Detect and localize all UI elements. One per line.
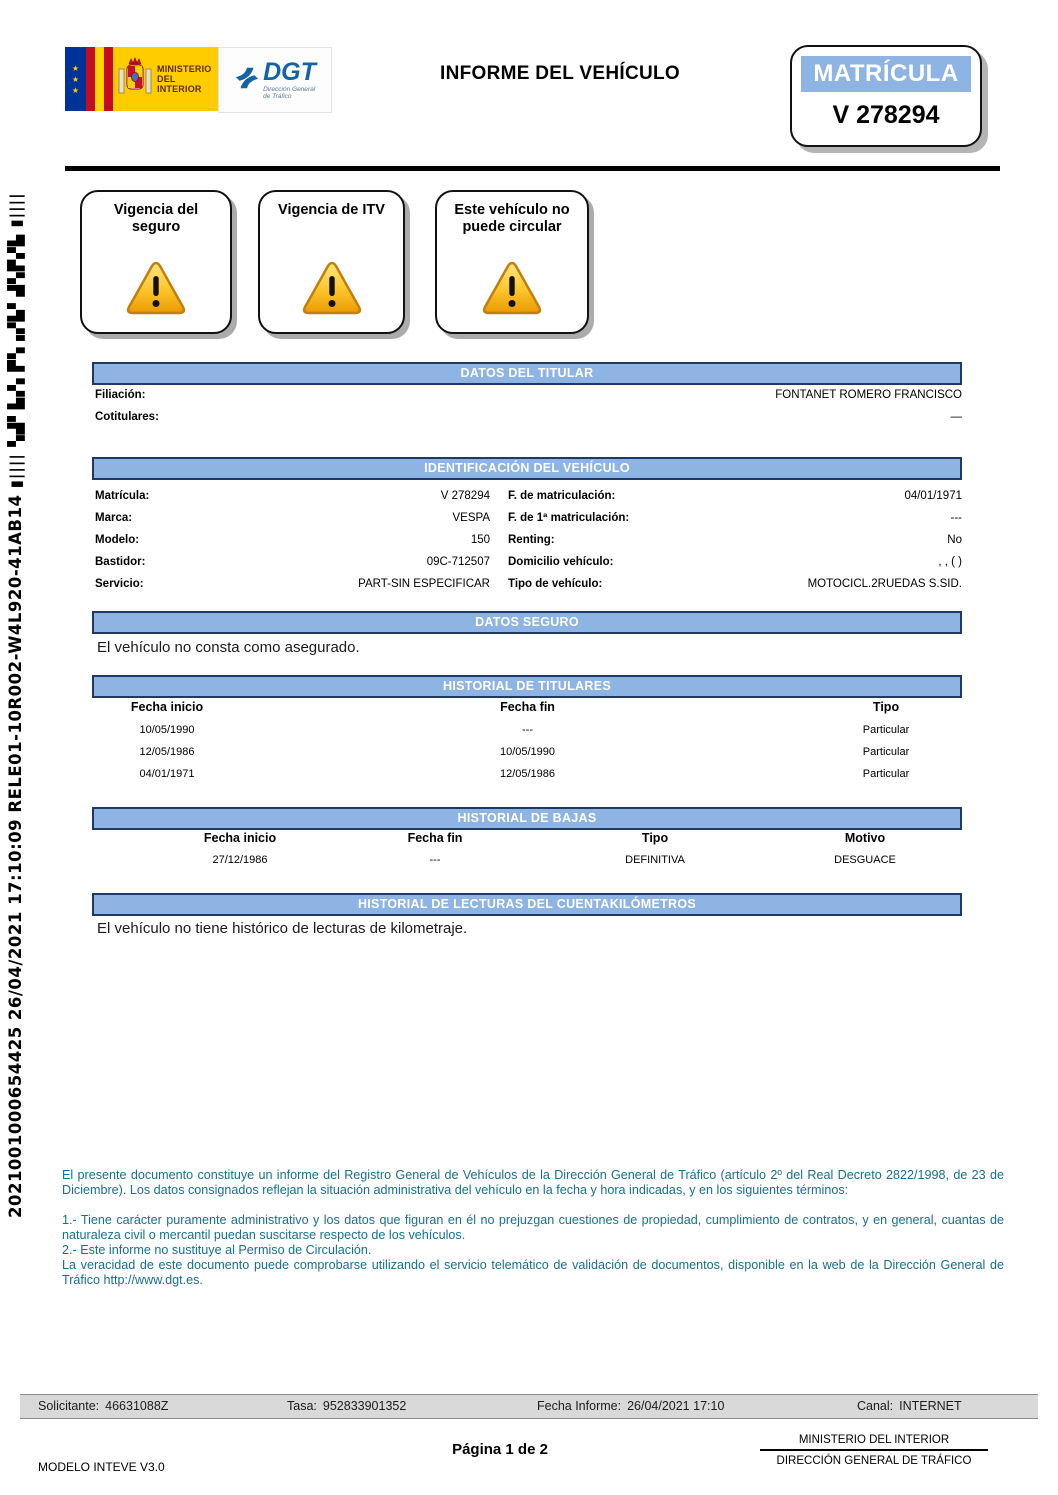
warning-title: Vigencia del seguro	[113, 202, 199, 235]
seguro-message: El vehículo no consta como asegurado.	[97, 639, 360, 656]
barcode-strip: ▮|||| ▚▟▘▙▞▖▛▚▗▞▙▘▟▚▛▞▙ ▮||||	[7, 192, 25, 495]
table-cell: 12/05/1986	[139, 746, 195, 758]
table-cell: Particular	[862, 724, 910, 736]
table-cell: DEFINITIVA	[625, 854, 685, 866]
col-header: Tipo	[872, 700, 900, 714]
meta-solicitante: Solicitante: 46631088Z	[38, 1399, 169, 1413]
header-divider	[65, 166, 1000, 171]
col-header: Fecha inicio	[203, 831, 277, 845]
warning-triangle-icon	[481, 261, 543, 322]
warning-card-no-circular	[435, 190, 589, 334]
eu-flag-band: ★ ★ ★	[65, 47, 86, 111]
field-domicilio: Domicilio vehículo: , , ( )	[508, 556, 962, 568]
footer-org-bottom: DIRECCIÓN GENERAL DE TRÁFICO	[776, 1455, 972, 1467]
footer-org-top: MINISTERIO DEL INTERIOR	[760, 1434, 988, 1451]
model-version: MODELO INTEVE V3.0	[38, 1460, 165, 1474]
field-cotitulares: Cotitulares: —	[95, 411, 962, 423]
section-header-lecturas: HISTORIAL DE LECTURAS DEL CUENTAKILÓMETROS	[92, 893, 962, 916]
section-header-titular: DATOS DEL TITULAR	[92, 362, 962, 385]
section-header-identificacion: IDENTIFICACIÓN DEL VEHÍCULO	[92, 457, 962, 480]
field-modelo: Modelo: 150	[95, 534, 490, 546]
meta-tasa: Tasa: 952833901352	[287, 1399, 407, 1413]
table-cell: 27/12/1986	[212, 854, 268, 866]
page-title: INFORME DEL VEHÍCULO	[440, 63, 680, 84]
table-cell: DESGUACE	[834, 854, 896, 866]
spain-crest-icon	[118, 55, 152, 104]
legal-paragraph-4: La veracidad de este documento puede comprobarse utilizando el servicio telemático de validación de documentos, disponible en la web de la Dirección General de Tráfico http://www.dgt.es.	[62, 1258, 1004, 1287]
field-tipo-vehiculo: Tipo de vehículo: MOTOCICL.2RUEDAS S.SID.	[508, 578, 962, 590]
matricula-card	[790, 45, 982, 147]
dgt-logo	[218, 47, 332, 113]
meta-canal: Canal: INTERNET	[857, 1399, 962, 1413]
section-header-seguro: DATOS SEGURO	[92, 611, 962, 634]
ministry-name: MINISTERIO DEL INTERIOR	[157, 64, 212, 94]
col-header: Fecha fin	[500, 700, 555, 714]
field-bastidor: Bastidor: 09C-712507	[95, 556, 490, 568]
lecturas-message: El vehículo no tiene histórico de lecturas de kilometraje.	[97, 920, 468, 937]
meta-fecha-informe: Fecha Informe: 26/04/2021 17:10	[537, 1399, 725, 1413]
table-cell: 04/01/1971	[139, 768, 195, 780]
matricula-value: V 278294	[832, 101, 940, 129]
ministry-logo	[65, 47, 218, 111]
col-header: Fecha inicio	[130, 700, 204, 714]
matricula-label: MATRÍCULA	[801, 56, 971, 92]
field-filiacion: Filiación: FONTANET ROMERO FRANCISCO	[95, 389, 962, 401]
legal-paragraph-2: 1.- Tiene carácter puramente administrativo y los datos que figuran en él no prejuzgan cuestiones de propiedad, cumplimiento de contratos, y en general, cuantas de naturaleza civil o mercantil puedan suscitarse respecto de los vehículos.	[62, 1213, 1004, 1242]
table-cell: ---	[522, 724, 533, 736]
warning-title: Este vehículo no puede circular	[454, 202, 570, 235]
dgt-acronym: DGT	[263, 57, 316, 86]
page-number: Página 1 de 2	[452, 1441, 548, 1458]
col-header: Motivo	[844, 831, 886, 845]
dgt-subtitle: Dirección General de Tráfico	[263, 85, 316, 100]
field-f-1a-matriculacion: F. de 1ª matriculación: ---	[508, 512, 962, 524]
table-cell: Particular	[862, 768, 910, 780]
footer-meta-bar	[20, 1394, 1038, 1419]
table-cell: 12/05/1986	[499, 768, 556, 780]
warning-triangle-icon	[125, 261, 187, 322]
field-servicio: Servicio: PART-SIN ESPECIFICAR	[95, 578, 490, 590]
footer-org-block	[760, 1434, 988, 1467]
warning-title: Vigencia de ITV	[278, 202, 385, 218]
field-matricula: Matrícula: V 278294	[95, 490, 490, 502]
table-cell: Particular	[862, 746, 910, 758]
field-f-matriculacion: F. de matriculación: 04/01/1971	[508, 490, 962, 502]
warning-triangle-icon	[301, 261, 363, 322]
vertical-document-code: 2021001000654425 26/04/2021 17:10:09 RELE01-10R002-W4L920-41AB14 ▮|||| ▚▟▘▙▞▖▛▚▗▞▙▘▟▚▛▞▙ ▮||||	[6, 192, 25, 1218]
warning-card-itv	[258, 190, 405, 334]
col-header: Tipo	[641, 831, 669, 845]
section-header-bajas: HISTORIAL DE BAJAS	[92, 807, 962, 830]
warning-card-seguro	[80, 190, 232, 334]
table-cell: ---	[429, 854, 441, 866]
section-header-titulares-hist: HISTORIAL DE TITULARES	[92, 675, 962, 698]
legal-text	[62, 1168, 1004, 1288]
dgt-roads-icon	[234, 64, 260, 97]
col-header: Fecha fin	[407, 831, 463, 845]
field-marca: Marca: VESPA	[95, 512, 490, 524]
table-cell: 10/05/1990	[139, 724, 195, 736]
table-cell: 10/05/1990	[499, 746, 556, 758]
legal-paragraph-3: 2.- Este informe no sustituye al Permiso de Circulación.	[62, 1243, 372, 1257]
legal-paragraph-1: El presente documento constituye un informe del Registro General de Vehículos de la Dirección General de Tráfico (artículo 2º del Real Decreto 2822/1998, de 23 de Diciembre). Los datos consignados reflejan la situación administrativa del vehículo en la fecha y hora indicadas, y en los siguientes términos:	[62, 1168, 1004, 1197]
field-renting: Renting: No	[508, 534, 962, 546]
